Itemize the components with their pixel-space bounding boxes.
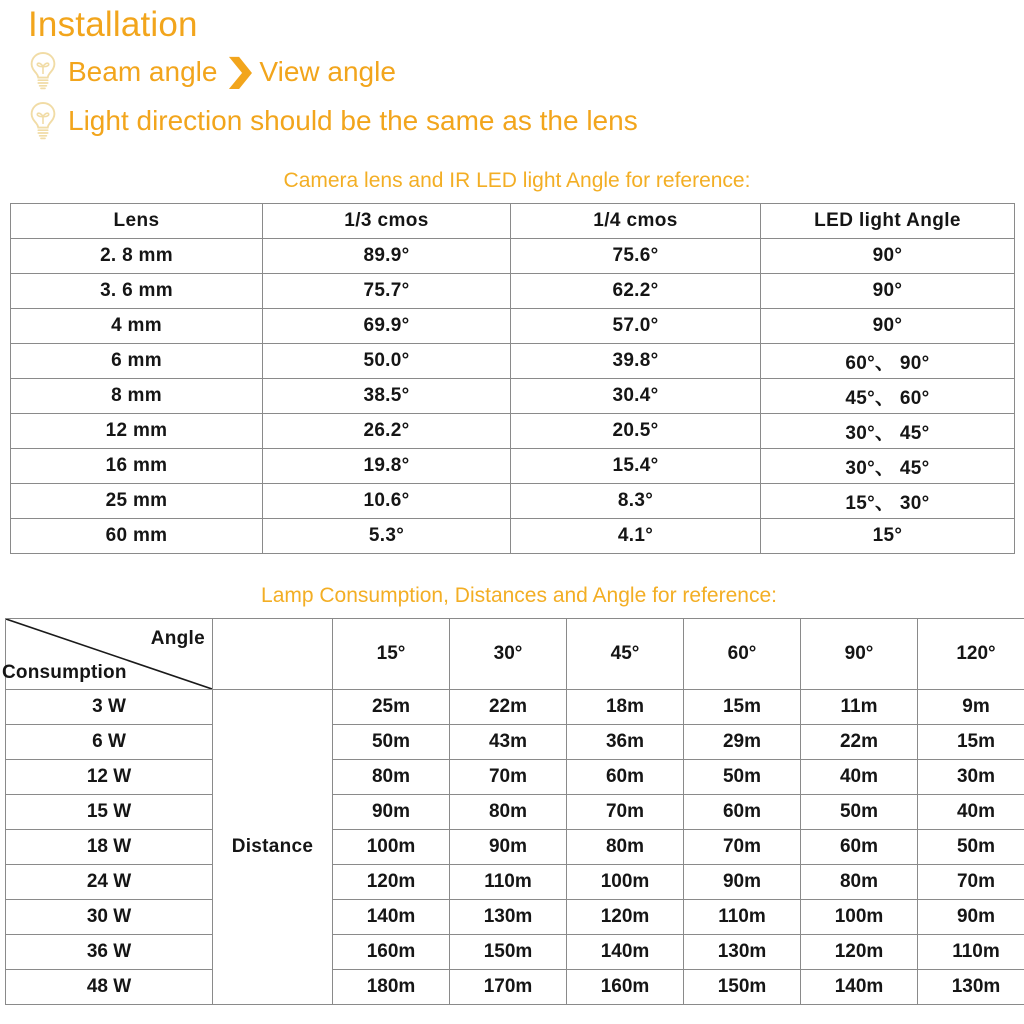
cell-lens: 25 mm	[11, 484, 263, 519]
cell-led-angle: 30°、 45°	[761, 414, 1015, 449]
table-spacer	[0, 554, 1024, 584]
installation-header	[0, 0, 1024, 145]
cell-consumption: 24 W	[6, 865, 213, 900]
cell-distance-120: 30m	[918, 760, 1024, 795]
cell-led-angle: 30°、 45°	[761, 449, 1015, 484]
bullet-light-direction-text: Light direction should be the same as the lens	[68, 104, 638, 136]
cell-distance-45: 120m	[567, 900, 684, 935]
table-row	[6, 795, 1024, 830]
cell-distance-30: 150m	[450, 935, 567, 970]
cell-lens: 2. 8 mm	[11, 239, 263, 274]
cell-13-cmos: 10.6°	[263, 484, 511, 519]
cell-distance-120: 130m	[918, 970, 1024, 1005]
cell-consumption: 18 W	[6, 830, 213, 865]
cell-distance-30: 80m	[450, 795, 567, 830]
cell-distance-45: 18m	[567, 690, 684, 725]
col-header-angle-15: 15°	[333, 619, 450, 690]
corner-split-header	[2, 619, 213, 690]
cell-distance-120: 15m	[918, 725, 1024, 760]
lamp-distance-table	[2, 618, 1024, 1005]
cell-distance-45: 160m	[567, 970, 684, 1005]
col-header-angle-90: 90°	[801, 619, 918, 690]
cell-13-cmos: 38.5°	[263, 379, 511, 414]
table-header-row	[11, 204, 1015, 239]
table-row	[11, 379, 1015, 414]
cell-distance-30: 90m	[450, 830, 567, 865]
cell-distance-60: 60m	[684, 795, 801, 830]
cell-14-cmos: 15.4°	[511, 449, 761, 484]
cell-distance-120: 90m	[918, 900, 1024, 935]
bullet-light-direction	[28, 97, 1024, 145]
cell-distance-15: 90m	[333, 795, 450, 830]
cell-14-cmos: 62.2°	[511, 274, 761, 309]
cell-consumption: 30 W	[6, 900, 213, 935]
table-row	[11, 449, 1015, 484]
cell-distance-60: 70m	[684, 830, 801, 865]
distance-header-spacer	[213, 619, 333, 690]
col-header-angle-120: 120°	[918, 619, 1024, 690]
cell-13-cmos: 19.8°	[263, 449, 511, 484]
bullet-beam-angle	[28, 47, 1024, 95]
cell-13-cmos: 89.9°	[263, 239, 511, 274]
distance-merged-label: Distance	[213, 690, 333, 1005]
cell-13-cmos: 69.9°	[263, 309, 511, 344]
bullet-beam-angle-after: View angle	[259, 56, 396, 88]
cell-14-cmos: 20.5°	[511, 414, 761, 449]
cell-distance-15: 80m	[333, 760, 450, 795]
lamp-table-head	[2, 619, 1024, 690]
corner-label-consumption: Consumption	[2, 662, 127, 684]
table-row	[6, 970, 1024, 1005]
cell-lens: 4 mm	[11, 309, 263, 344]
page-title: Installation	[28, 5, 198, 44]
lightbulb-icon	[28, 100, 58, 142]
greater-than-icon: ❯	[224, 53, 258, 89]
cell-distance-30: 110m	[450, 865, 567, 900]
cell-lens: 8 mm	[11, 379, 263, 414]
table-header-row	[6, 619, 1024, 690]
cell-distance-90: 120m	[801, 935, 918, 970]
cell-distance-30: 170m	[450, 970, 567, 1005]
cell-distance-60: 130m	[684, 935, 801, 970]
cell-13-cmos: 75.7°	[263, 274, 511, 309]
cell-14-cmos: 8.3°	[511, 484, 761, 519]
cell-distance-90: 100m	[801, 900, 918, 935]
cell-14-cmos: 57.0°	[511, 309, 761, 344]
cell-led-angle: 15°、 30°	[761, 484, 1015, 519]
cell-distance-90: 11m	[801, 690, 918, 725]
cell-led-angle: 90°	[761, 239, 1015, 274]
cell-13-cmos: 5.3°	[263, 519, 511, 554]
cell-distance-60: 29m	[684, 725, 801, 760]
cell-led-angle: 90°	[761, 274, 1015, 309]
cell-distance-60: 150m	[684, 970, 801, 1005]
cell-distance-15: 180m	[333, 970, 450, 1005]
cell-consumption: 12 W	[6, 760, 213, 795]
lens-table-body	[11, 239, 1015, 554]
cell-distance-90: 140m	[801, 970, 918, 1005]
cell-distance-45: 36m	[567, 725, 684, 760]
cell-lens: 3. 6 mm	[11, 274, 263, 309]
cell-13-cmos: 50.0°	[263, 344, 511, 379]
cell-distance-45: 60m	[567, 760, 684, 795]
cell-consumption: 48 W	[6, 970, 213, 1005]
cell-distance-120: 40m	[918, 795, 1024, 830]
table-row	[6, 725, 1024, 760]
cell-distance-45: 100m	[567, 865, 684, 900]
cell-14-cmos: 39.8°	[511, 344, 761, 379]
cell-consumption: 6 W	[6, 725, 213, 760]
lens-table-caption: Camera lens and IR LED light Angle for reference:	[283, 169, 751, 193]
table-row	[6, 900, 1024, 935]
cell-consumption: 15 W	[6, 795, 213, 830]
cell-distance-120: 70m	[918, 865, 1024, 900]
cell-distance-90: 40m	[801, 760, 918, 795]
cell-lens: 6 mm	[11, 344, 263, 379]
lens-angle-table	[10, 203, 1015, 554]
table-row	[11, 274, 1015, 309]
col-header-angle-60: 60°	[684, 619, 801, 690]
cell-distance-120: 110m	[918, 935, 1024, 970]
cell-14-cmos: 75.6°	[511, 239, 761, 274]
table-row	[6, 760, 1024, 795]
lightbulb-icon	[28, 50, 58, 92]
cell-distance-15: 160m	[333, 935, 450, 970]
lens-table-head	[11, 204, 1015, 239]
cell-14-cmos: 30.4°	[511, 379, 761, 414]
cell-distance-60: 90m	[684, 865, 801, 900]
bullet-beam-angle-text	[68, 54, 396, 88]
table-row	[6, 865, 1024, 900]
cell-distance-120: 50m	[918, 830, 1024, 865]
cell-distance-120: 9m	[918, 690, 1024, 725]
cell-distance-15: 120m	[333, 865, 450, 900]
cell-13-cmos: 26.2°	[263, 414, 511, 449]
cell-led-angle: 15°	[761, 519, 1015, 554]
cell-distance-15: 140m	[333, 900, 450, 935]
cell-distance-90: 22m	[801, 725, 918, 760]
col-header-14-cmos: 1/4 cmos	[511, 204, 761, 239]
cell-distance-45: 80m	[567, 830, 684, 865]
table-row	[11, 239, 1015, 274]
cell-led-angle: 90°	[761, 309, 1015, 344]
cell-distance-30: 130m	[450, 900, 567, 935]
col-header-angle-45: 45°	[567, 619, 684, 690]
lamp-table-caption: Lamp Consumption, Distances and Angle for reference:	[261, 584, 777, 608]
cell-consumption: 3 W	[6, 690, 213, 725]
cell-distance-45: 140m	[567, 935, 684, 970]
table-row	[11, 309, 1015, 344]
cell-led-angle: 60°、 90°	[761, 344, 1015, 379]
cell-14-cmos: 4.1°	[511, 519, 761, 554]
cell-distance-90: 50m	[801, 795, 918, 830]
col-header-13-cmos: 1/3 cmos	[263, 204, 511, 239]
cell-distance-45: 70m	[567, 795, 684, 830]
table-row	[6, 830, 1024, 865]
cell-distance-60: 15m	[684, 690, 801, 725]
cell-lens: 60 mm	[11, 519, 263, 554]
col-header-led-light-angle: LED light Angle	[761, 204, 1015, 239]
table-row	[11, 519, 1015, 554]
bullet-beam-angle-before: Beam angle	[68, 56, 218, 88]
cell-distance-15: 50m	[333, 725, 450, 760]
cell-lens: 12 mm	[11, 414, 263, 449]
table-row	[6, 690, 1024, 725]
cell-led-angle: 45°、 60°	[761, 379, 1015, 414]
col-header-angle-30: 30°	[450, 619, 567, 690]
table-row	[11, 414, 1015, 449]
cell-distance-30: 22m	[450, 690, 567, 725]
lamp-table-body	[6, 690, 1024, 1005]
cell-lens: 16 mm	[11, 449, 263, 484]
cell-distance-60: 110m	[684, 900, 801, 935]
cell-distance-60: 50m	[684, 760, 801, 795]
table-row	[11, 344, 1015, 379]
corner-label-angle: Angle	[150, 628, 205, 650]
table-row	[11, 484, 1015, 519]
cell-consumption: 36 W	[6, 935, 213, 970]
cell-distance-15: 100m	[333, 830, 450, 865]
cell-distance-15: 25m	[333, 690, 450, 725]
col-header-lens: Lens	[11, 204, 263, 239]
cell-distance-30: 43m	[450, 725, 567, 760]
cell-distance-30: 70m	[450, 760, 567, 795]
cell-distance-90: 80m	[801, 865, 918, 900]
cell-distance-90: 60m	[801, 830, 918, 865]
table-row	[6, 935, 1024, 970]
